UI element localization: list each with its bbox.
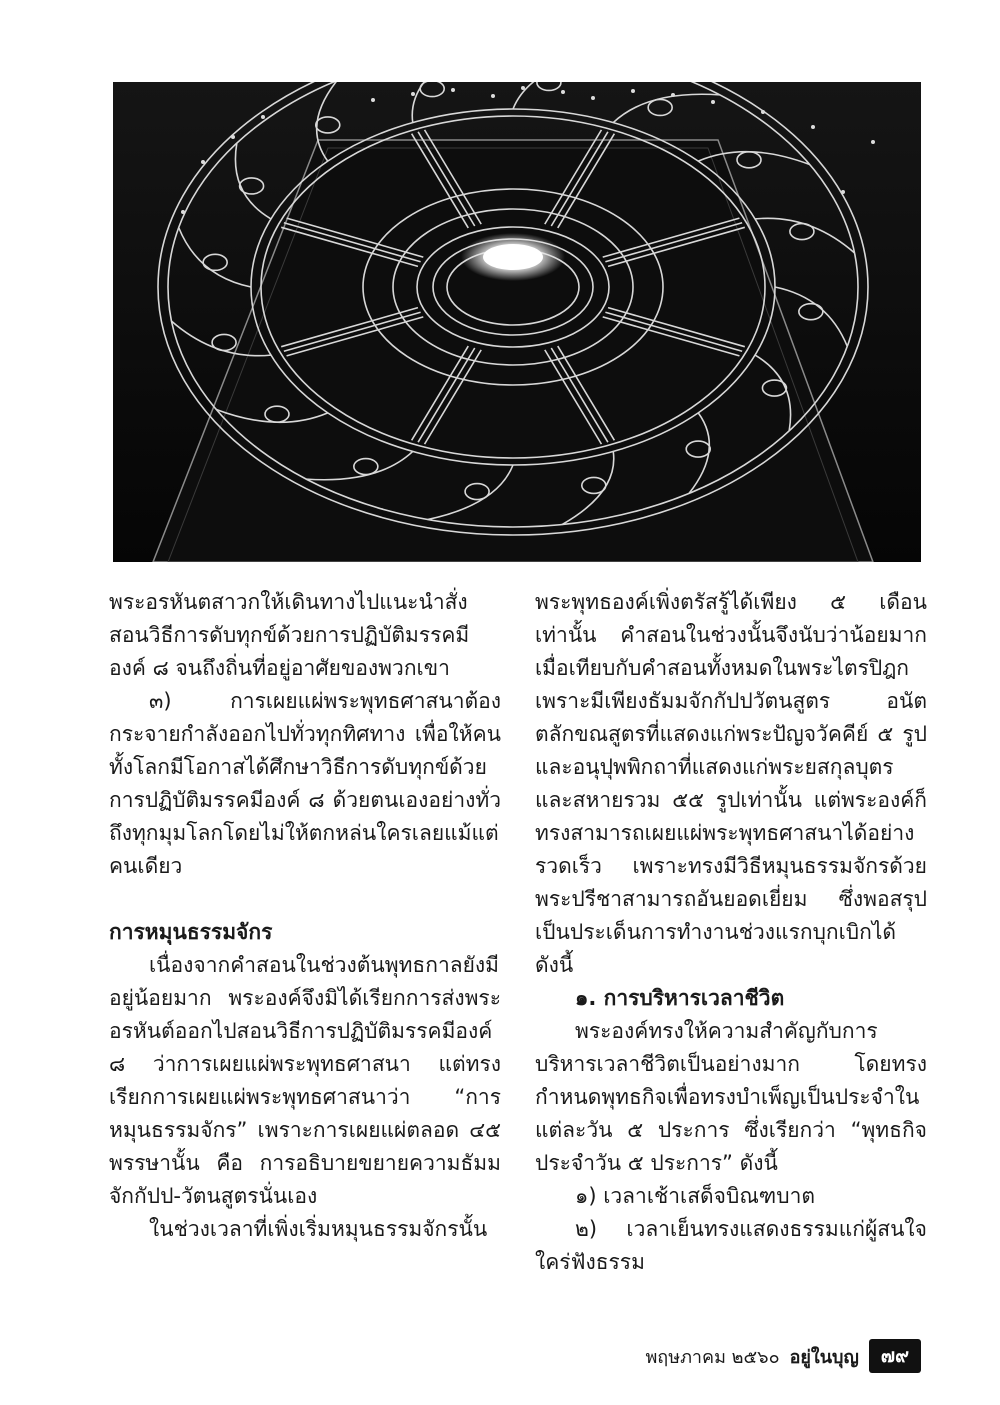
paragraph: พระองค์ทรงให้ความสำคัญกับการบริหารเวลาชีวิตเป็นอย่างมาก โดยทรงกำหนดพุทธกิจเพื่อทรงบำเพ็ญเป็นประจำในแต่ละวัน ๕ ประการ ซึ่งเรียกว่า “พุทธกิจประจำวัน ๕ ประการ” ดังนี้ [535,1019,927,1175]
dharma-wheel-illustration [113,82,921,562]
section-heading: การหมุนธรรมจักร [109,920,273,944]
page-number: ๗๙ [869,1339,921,1373]
paragraph: ๒) เวลาเย็นทรงแสดงธรรมแก่ผู้สนใจใคร่ฟังธรรม [535,1217,927,1274]
right-column [535,586,927,1279]
paragraph: พระพุทธองค์เพิ่งตรัสรู้ได้เพียง ๕ เดือนเท่านั้น คำสอนในช่วงนั้นจึงนับว่าน้อยมาก เมื่อเทียบกับคำสอนทั้งหมดในพระไตรปิฎก เพราะมีเพียงธัมมจักกัปปวัตนสูตร อนัตตลักขณสูตรที่แสดงแก่พระปัญจวัคคีย์ ๕ รูป และอนุปุพพิกถาที่แสดงแก่พระยสกุลบุตรและสหายรวม ๕๕ รูปเท่านั้น แต่พระองค์ก็ทรงสามารถเผยแผ่พระพุทธศาสนาได้อย่างรวดเร็ว เพราะทรงมีวิธีหมุนธรรมจักรด้วยพระปรีชาสามารถอันยอดเยี่ยม ซึ่งพอสรุปเป็นประเด็นการทำงานช่วงแรกบุกเบิกได้ดังนี้ [535,590,927,977]
page-footer [645,1341,921,1371]
paragraph: ๑) เวลาเช้าเสด็จบิณฑบาต [575,1184,815,1208]
section-heading: ๑. การบริหารเวลาชีวิต [575,986,785,1010]
paragraph: เนื่องจากคำสอนในช่วงต้นพุทธกาลยังมีอยู่น้อยมาก พระองค์จึงมิได้เรียกการส่งพระอรหันต์ออกไปสอนวิธีการปฏิบัติมรรคมีองค์ ๘ ว่าการเผยแผ่พระพุทธศาสนา แต่ทรงเรียกการเผยแผ่พระพุทธศาสนาว่า “การหมุนธรรมจักร” เพราะการเผยแผ่ตลอด ๔๕ พรรษานั้น คือ การอธิบายขยายความธัมมจักกัปป-วัตนสูตรนั่นเอง [109,953,501,1208]
paragraph: ในช่วงเวลาที่เพิ่งเริ่มหมุนธรรมจักรนั้น [149,1217,488,1241]
paragraph: พระอรหันตสาวกให้เดินทางไปแนะนำสั่งสอนวิธีการดับทุกข์ด้วยการปฏิบัติมรรคมีองค์ ๘ จนถึงถิ่นที่อยู่อาศัยของพวกเขา [109,590,470,680]
magazine-name: อยู่ในบุญ [789,1346,859,1368]
left-column [109,586,501,1246]
paragraph: ๓) การเผยแผ่พระพุทธศาสนาต้องกระจายกำลังออกไปทั่วทุกทิศทาง เพื่อให้คนทั้งโลกมีโอกาสได้ศึกษาวิธีการดับทุกข์ด้วยการปฏิบัติมรรคมีองค์ ๘ ด้วยตนเองอย่างทั่วถึงทุกมุมโลกโดยไม่ให้ตกหล่นใครเลยแม้แต่คนเดียว [109,689,501,878]
issue-date: พฤษภาคม ๒๕๖๐ [645,1346,780,1368]
dharma-wheel-photo [113,82,921,562]
